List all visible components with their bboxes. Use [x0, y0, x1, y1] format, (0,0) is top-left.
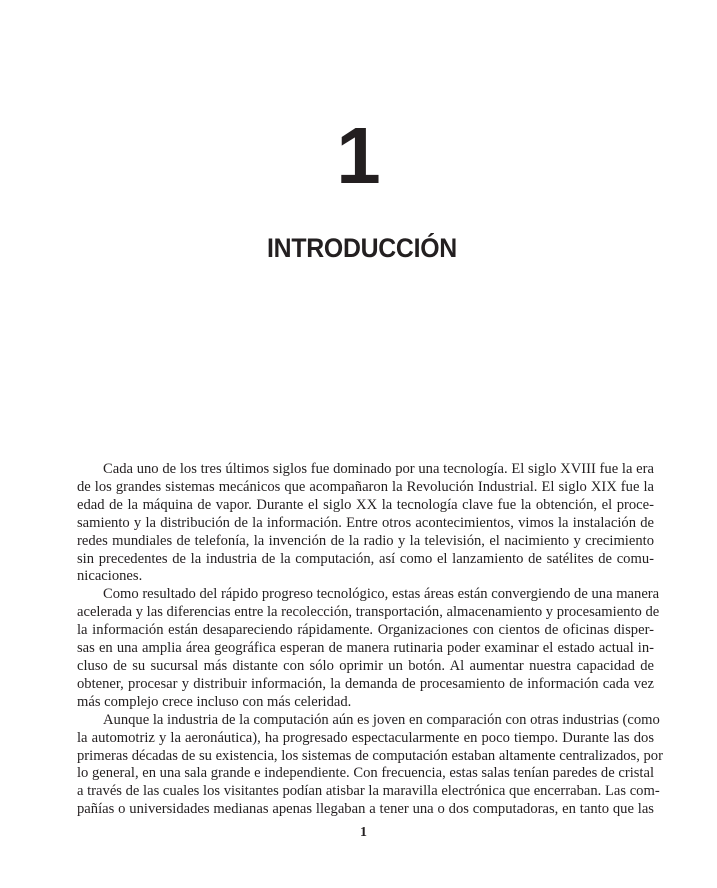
text-line: acelerada y las diferencias entre la recolección, transportación, almacenamiento y procesamiento de — [77, 604, 660, 621]
text-line: samiento y la distribución de la información. Entre otros acontecimientos, vimos la instalación de — [77, 514, 654, 531]
text-line: lo general, en una sala grande e independiente. Con frecuencia, estas salas tenían paredes de cristal — [77, 765, 655, 782]
paragraph-2 — [77, 586, 660, 711]
page-number: 1 — [360, 825, 367, 840]
text-line: la información están desapareciendo rápidamente. Organizaciones con cientos de oficinas disper- — [77, 622, 654, 639]
text-line: cluso de su sucursal más distante con sólo oprimir un botón. Al aumentar nuestra capacidad de — [77, 657, 654, 674]
text-line: nicaciones. — [77, 568, 143, 585]
body-text — [77, 461, 663, 819]
text-line: de los grandes sistemas mecánicos que acompañaron la Revolución Industrial. El siglo XIX fue la — [77, 478, 654, 495]
text-line: a través de las cuales los visitantes podían atisbar la maravilla electrónica que encerraban. Las com- — [77, 783, 660, 800]
text-line: pañías o universidades medianas apenas llegaban a tener una o dos computadoras, en tanto que las — [77, 801, 654, 818]
paragraph-3 — [77, 711, 663, 819]
text-line: obtener, procesar y distribuir información, la demanda de procesamiento de información cada vez — [77, 675, 654, 692]
text-line: redes mundiales de telefonía, la invención de la radio y la televisión, el nacimiento y crecimiento — [77, 532, 654, 549]
text-line: Aunque la industria de la computación aún es joven en comparación con otras industrias (como — [103, 711, 660, 728]
text-line: Como resultado del rápido progreso tecnológico, estas áreas están convergiendo de una manera — [103, 586, 660, 603]
text-line: primeras décadas de su existencia, los sistemas de computación estaban altamente centralizados, por — [77, 747, 663, 764]
text-line: la automotriz y la aeronáutica), ha progresado espectacularmente en poco tiempo. Durante las dos — [77, 729, 654, 746]
paragraph-1 — [77, 461, 654, 586]
text-line: Cada uno de los tres últimos siglos fue dominado por una tecnología. El siglo XVIII fue la era — [103, 461, 654, 477]
chapter-number: 1 — [336, 111, 381, 200]
text-line: más complejo crece incluso con más celeridad. — [77, 693, 352, 710]
text-line: edad de la máquina de vapor. Durante el siglo XX la tecnología clave fue la obtención, el proce- — [77, 496, 654, 513]
chapter-title: INTRODUCCIÓN — [267, 233, 457, 263]
text-line: sin precedentes de la industria de la computación, así como el lanzamiento de satélites de comu- — [77, 550, 654, 567]
text-line: sas en una amplia área geográfica esperan de manera rutinaria poder examinar el estado actual in- — [77, 640, 654, 657]
